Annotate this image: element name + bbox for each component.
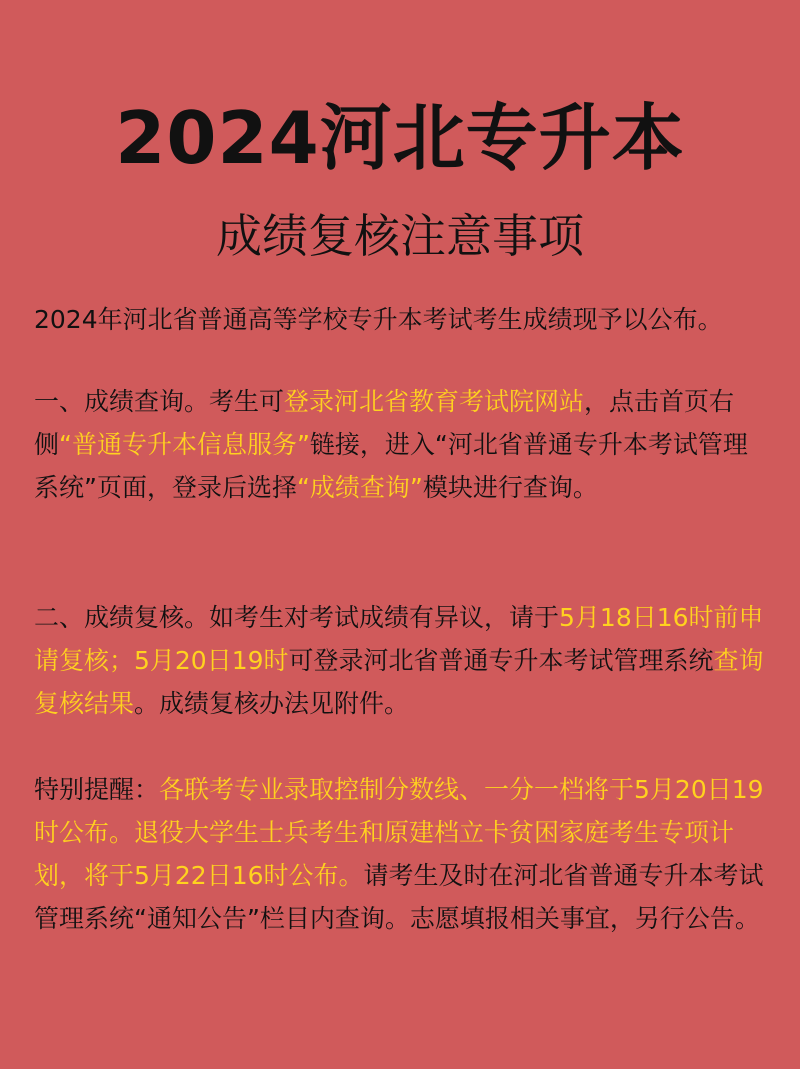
section-1-text-3: 链接，进入“河北省普通专升本考试管理系统”页面，登录后选择 <box>34 430 748 502</box>
section-score-query <box>34 380 768 509</box>
page-title: 2024河北专升本 <box>115 96 685 180</box>
section-3-text: 请考生及时在河北省普通专升本考试管理系统“通知公告”栏目内查询。志愿填报相关事宜，另行公告。 <box>34 861 764 933</box>
section-2-text-1: 二、成绩复核。如考生对考试成绩有异议，请于 <box>34 603 560 632</box>
section-1-highlight-service-link: “普通专升本信息服务” <box>59 430 310 459</box>
section-1-highlight-website: 登录河北省教育考试院网站 <box>284 387 585 416</box>
section-1-text-4: 模块进行查询。 <box>422 473 598 502</box>
section-3-label: 特别提醒： <box>34 775 160 804</box>
section-score-review <box>34 596 768 725</box>
page-subtitle: 成绩复核注意事项 <box>216 209 584 263</box>
section-2-highlight-dates: 5月18日16时前申请复核；5月20日19时 <box>34 603 764 675</box>
intro-paragraph: 2024年河北省普通高等学校专升本考试考生成绩现予以公布。 <box>34 305 723 334</box>
section-2-text-3: 。成绩复核办法见附件。 <box>134 689 410 718</box>
section-special-reminder <box>34 768 768 940</box>
section-2-highlight-review-result: 查询复核结果 <box>34 646 764 718</box>
section-1-highlight-score-module: “成绩查询” <box>296 473 423 502</box>
section-1-text-1: 一、成绩查询。考生可 <box>34 387 285 416</box>
section-3-highlight-announcement: 各联考专业录取控制分数线、一分一档将于5月20日19时公布。退役大学生士兵考生和原建档立卡贫困家庭考生专项计划，将于5月22日16时公布。 <box>34 775 764 890</box>
section-2-text-2: 可登录河北省普通专升本考试管理系统 <box>288 646 714 675</box>
section-1-text-2: ，点击首页右侧 <box>34 387 735 459</box>
